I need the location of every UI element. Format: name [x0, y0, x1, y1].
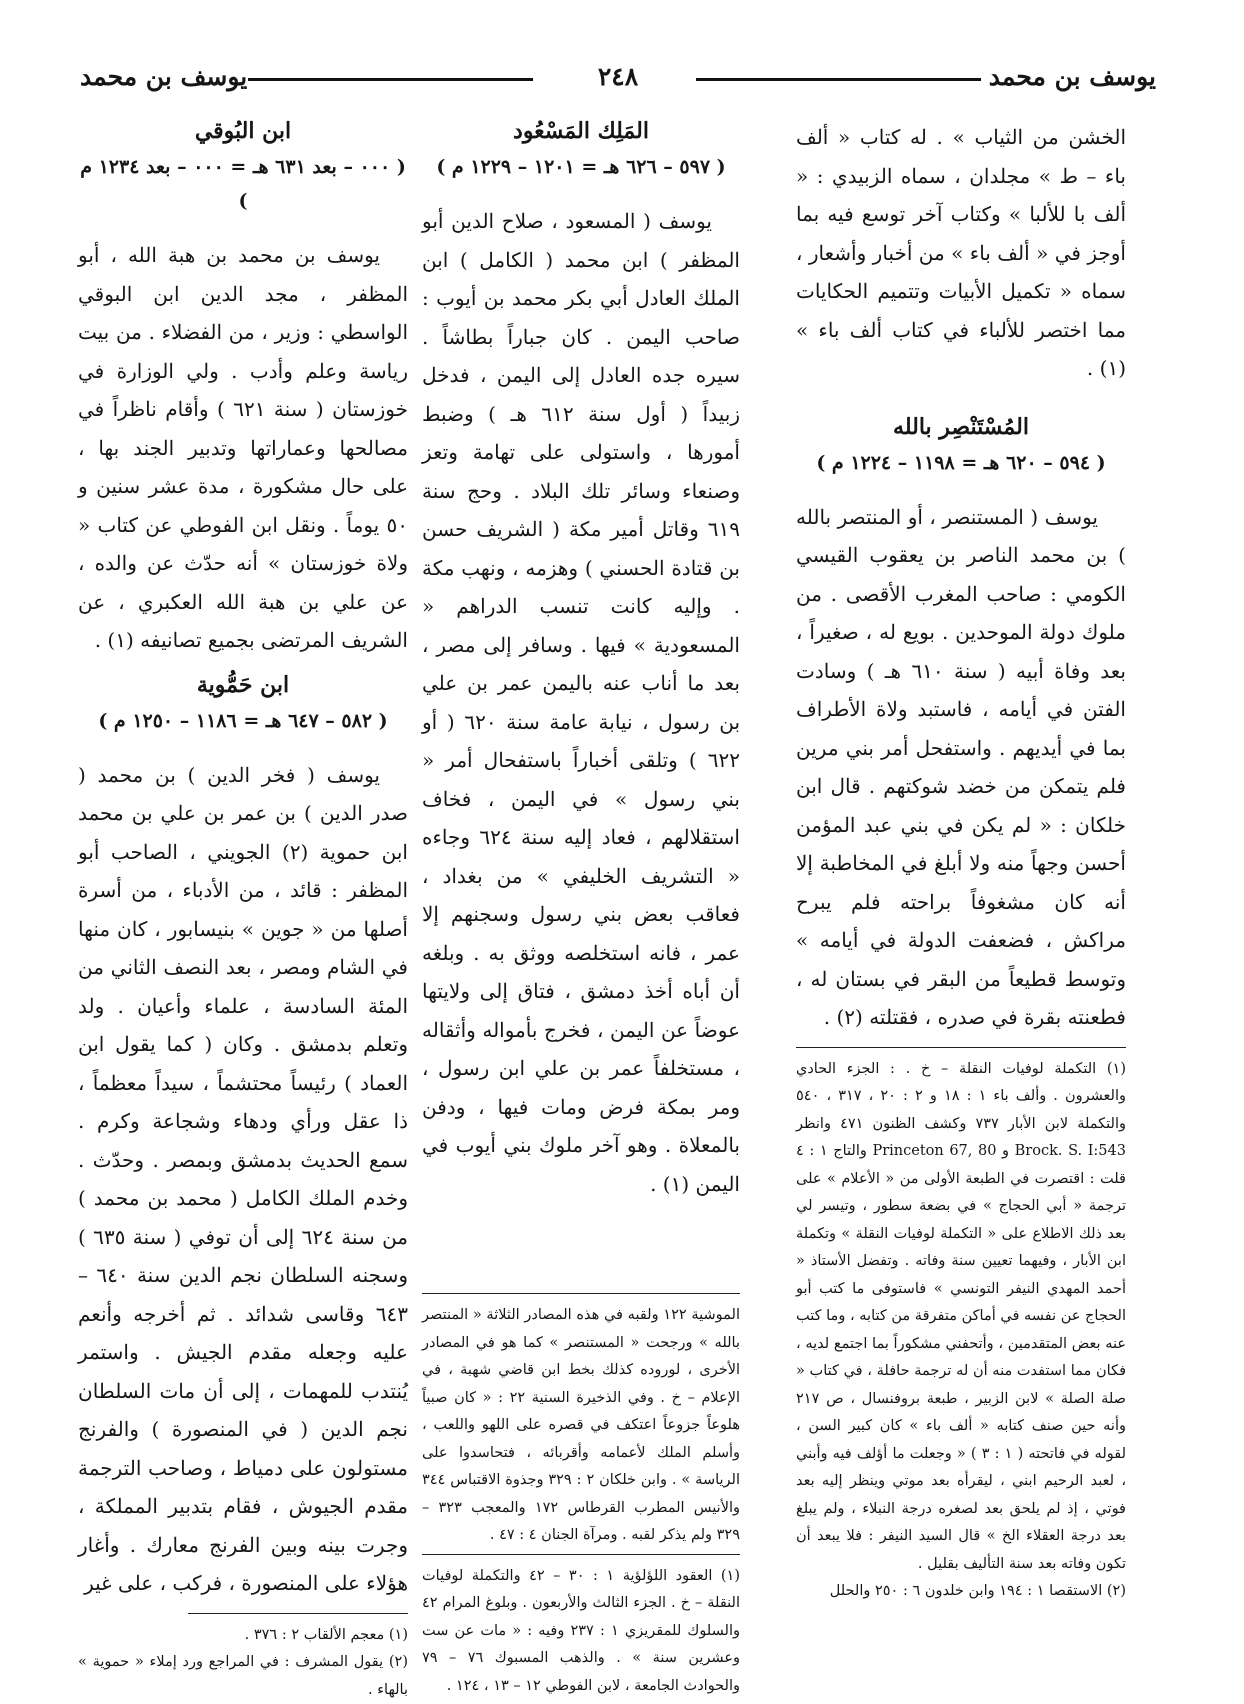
header-rule-left [248, 78, 533, 81]
entry-body-hamawiya: يوسف ( فخر الدين ) بن محمد ( صدر الدين ) بن عمر بن علي بن محمد ابن حموية (٢) الجويني ، الصاحب أبو المظفر : قائد ، من الأدباء ، من أسرة أصلها من « جوين » بنيسابور ، كان منها في الشام ومصر ، بعد النصف الثاني من المئة السادسة ، علماء وأعيان . ولد وتعلم بدمشق . وكان ( كما يقول ابن العماد ) رئيساً محتشماً ، سيداً معظماً ، ذا عقل ورأي ودهاء وشجاعة وكرم . سمع الحديث بدمشق وبمصر . وحدّث . وخدم الملك الكامل ( محمد بن محمد ) من سنة ٦٢٤ إلى أن توفي ( سنة ٦٣٥ ) وسجنه السلطان نجم الدين سنة ٦٤٠ – ٦٤٣ وقاسى شدائد . ثم أخرجه وأنعم عليه وجعله مقدم الجيش . واستمر يُنتدب للمهمات ، إلى أن مات السلطان نجم الدين ( في المنصورة ) والفرنج مستولون على دمياط ، وصاحب الترجمة مقدم الجيوش ، فقام بتدبير المملكة ، وجرت بينه وبين الفرنج معارك . وأغار هؤلاء على المنصورة ، فركب ، على غير [78, 762, 409, 1595]
entry-title-masud: المَلِك المَسْعُود [513, 118, 649, 144]
header-rule-right [696, 78, 981, 81]
entry-dates-masud: ( ٥٩٧ – ٦٢٦ هـ = ١٢٠١ – ١٢٢٩ م ) [436, 156, 726, 178]
footnote-rule [422, 1554, 740, 1555]
footnote-continuation: الموشية ١٢٢ ولقبه في هذه المصادر الثلاثة « المنتصر بالله » ورجحت « المستنصر » كما هو في المصادر الأخرى ، لوروده كذلك بخط ابن قاضي شهبة ، في الإعلام – خ . وفي الذخيرة السنية ٢٢ : « كان صبياً هلوعاً جزوعاً اعتكف في قصره على اللهو واللعب ، وأسلم الملك لأعمامه وأقربائه ، فتحاسدوا على الرياسة » . وابن خلكان ٢ : ٣٢٩ وجذوة الاقتباس ٣٤٤ والأنيس المطرب القرطاس ١٧٢ والمعجب ٣٢٣ – ٣٢٩ ولم يذكر لقبه . ومرآة الجنان ٤ : ٤٧ . [422, 1307, 741, 1543]
column-right [796, 118, 1126, 1606]
spacer [796, 388, 1126, 414]
footnote-1: (١) التكملة لوفيات النقلة – خ . : الجزء الحادي والعشرون . وألف باء ١ : ١٨ و ٢ : ٢٠ ، ٣١٧ ، ٥٤٠ والتكملة لابن الأبار ٧٣٧ وكشف الظنون ٤٧١ وانظر Brock. S. I:543 و Princeton 67, 80 والتاج ١ : ٤ قلت : اقتصرت في الطبعة الأولى من « الأعلام » على ترجمة « أبي الحجاج » في بضعة سطور ، وتيسر لي بعد ذلك الاطلاع على « التكملة لوفيات النقلة » وتكملة ابن الأبار ، وفيهما تعيين سنة وفاته . وتفضل الأستاذ « أحمد المهدي النيفر التونسي » فاستوفى ما كتب أبو الحجاج عن نفسه في أماكن متفرقة من كتابه ، وما كتب عنه بعض المتقدمين ، وأتحفني مشكوراً بما اجتمع لديه ، فكان مما استفدت منه أن له ترجمة حافلة ، في كتاب « صلة الصلة » لابن الزبير ، طبعة بروفنسال ، ص ٢١٧ وأنه حين صنف كتابه « ألف باء » كان كبير السن ، لقوله في فاتحته ( ١ : ٣ ) « وجعلت ما أؤلف فيه وأبني ، لعبد الرحيم ابني ، ليقرأه بعد موتي وينظر إليه بعد فوتي ، إذ لم يلحق بعد لصغره درجة النبلاء ، ولم يبلغ بعد درجة العقلاء الخ » قال السيد النيفر : فلا يبعد أن تكون وفاته بعد سنة التأليف بقليل . [796, 1060, 1127, 1572]
column-middle [422, 118, 740, 1700]
footnote-2: (٢) يقول المشرف : في المراجع ورد إملاء « حموية » بالهاء . [78, 1654, 408, 1698]
entry-body-buqi: يوسف بن محمد بن هبة الله ، أبو المظفر ، مجد الدين ابن البوقي الواسطي : وزير ، من الفضلاء . من بيت رياسة وعلم وأدب . ولي الوزارة في خوزستان ( سنة ٦٢١ ) وأقام ناظراً في مصالحها وعماراتها وتدبير الجند بها ، على حال مشكورة ، مدة عشر سنين و ٥٠ يوماً . ونقل ابن الفوطي عن كتاب « ولاة خوزستان » أنه حدّث عن والده ، عن علي بن هبة الله العكبري ، عن الشريف المرتضى بجميع تصانيفه (١) . [78, 243, 408, 652]
entry-title-hamawiya: ابن حَمُّوية [196, 671, 290, 698]
column-left [78, 118, 408, 1704]
running-head-right: يوسف بن محمد [988, 62, 1156, 91]
footnote-rule [422, 1293, 740, 1294]
entry-dates-mustansir: ( ٥٩٤ – ٦٢٠ هـ = ١١٩٨ – ١٢٢٤ م ) [816, 451, 1106, 474]
page-number: ٢٤٨ [592, 62, 644, 91]
running-head-left: يوسف بن محمد [80, 62, 248, 91]
footnote-1: (١) معجم الألقاب ٢ : ٣٧٦ . [244, 1626, 408, 1643]
entry-title-buqi: ابن البُوقي [194, 118, 292, 144]
spacer [78, 660, 408, 672]
footnote-rule [188, 1613, 408, 1614]
spacer [422, 1203, 740, 1283]
page-header [80, 62, 1156, 106]
footnote-rule [796, 1047, 1126, 1048]
entry-body-masud: يوسف ( المسعود ، صلاح الدين أبو المظفر ) ابن محمد ( الكامل ) ابن الملك العادل أبي بكر محمد بن أيوب : صاحب اليمن . كان جباراً بطاشاً . سيره جده العادل إلى اليمن ، فدخل زبيداً ( أول سنة ٦١٢ هـ ) وضبط أمورها ، واستولى على تهامة وتعز وصنعاء وسائر تلك البلاد . وحج سنة ٦١٩ وقاتل أمير مكة ( الشريف حسن بن قتادة الحسني ) وهزمه ، ونهب مكة . وإليه كانت تنسب الدراهم « المسعودية » فيها . وسافر إلى مصر ، بعد ما أناب عنه باليمن عمر بن علي بن رسول ، نيابة عامة سنة ٦٢٠ ( أو ٦٢٢ ) وتلقى أخباراً باستفحال أمر « بني رسول » في اليمن ، فخاف استقلالهم ، فعاد إليه سنة ٦٢٤ وجاءه « التشريف الخليفي » من بغداد ، فعاقب بعض بني رسول وسجنهم إلا عمر ، فانه استخلصه ووثق به . وبلغه أن أباه أخذ دمشق ، فتاق إلى ولايتها عوضاً عن اليمن ، فخرج بأمواله وأثقاله ، مستخلفاً عمر بن علي ابن رسول ، ومر بمكة فرض ومات فيها ، ودفن بالمعلاة . وهو آخر ملوك بني أيوب في اليمن (١) . [422, 209, 741, 1196]
footnote-2: (٢) الاستقصا ١ : ١٩٤ وابن خلدون ٦ : ٢٥٠ والحلل [829, 1583, 1126, 1599]
entry-title-mustansir: المُسْتَنْصِر بالله [893, 413, 1029, 440]
entry-continuation: الخشن من الثياب » . له كتاب « ألف باء – ط » مجلدان ، سماه الزبيدي : « ألف با للألبا » وكتاب آخر توسع فيه بما أوجز في « ألف باء » من أخبار وأشعار ، سماه « تكميل الأبيات وتتميم الحكايات مما اختصر للألباء في كتاب ألف باء » (١) . [796, 125, 1126, 380]
footnote-1: (١) العقود اللؤلؤية ١ : ٣٠ – ٤٢ والتكملة لوفيات النقلة – خ . الجزء الثالث والأربعون . وبلوغ المرام ٤٢ والسلوك للمقريزي ١ : ٢٣٧ وفيه : « مات عن ست وعشرين سنة » . والذهب المسبوك ٧٦ – ٧٩ والحوادث الجامعة ، لابن الفوطي ١٢ – ١٣ ، ١٢٤ . [422, 1567, 740, 1694]
entry-dates-hamawiya: ( ٥٨٢ – ٦٤٧ هـ = ١١٨٦ – ١٢٥٠ م ) [98, 709, 388, 732]
entry-body-mustansir: يوسف ( المستنصر ، أو المنتصر بالله ) بن محمد الناصر بن يعقوب القيسي الكومي : صاحب المغرب الأقصى . من ملوك دولة الموحدين . بويع له ، صغيراً ، بعد وفاة أبيه ( سنة ٦١٠ هـ ) وسادت الفتن في أيامه ، فاستبد ولاة الأطراف بما في أيديهم . واستفحل أمر بني مرين فلم يتمكن من خضد شوكتهم . قال ابن خلكان : « لم يكن في بني عبد المؤمن أحسن وجهاً منه ولا أبلغ في المخاطبة إلا أنه كان مشغوفاً براحته فلم يبرح مراكش ، فضعفت الدولة في أيامه » وتوسط قطيعاً من البقر في بستان له ، فطعنته بقرة في صدره ، فقتلته (٢) . [796, 504, 1126, 1029]
entry-dates-buqi: ( ٠٠٠ – بعد ٦٣١ هـ = ٠٠٠ – بعد ١٢٣٤ م ) [80, 156, 406, 212]
